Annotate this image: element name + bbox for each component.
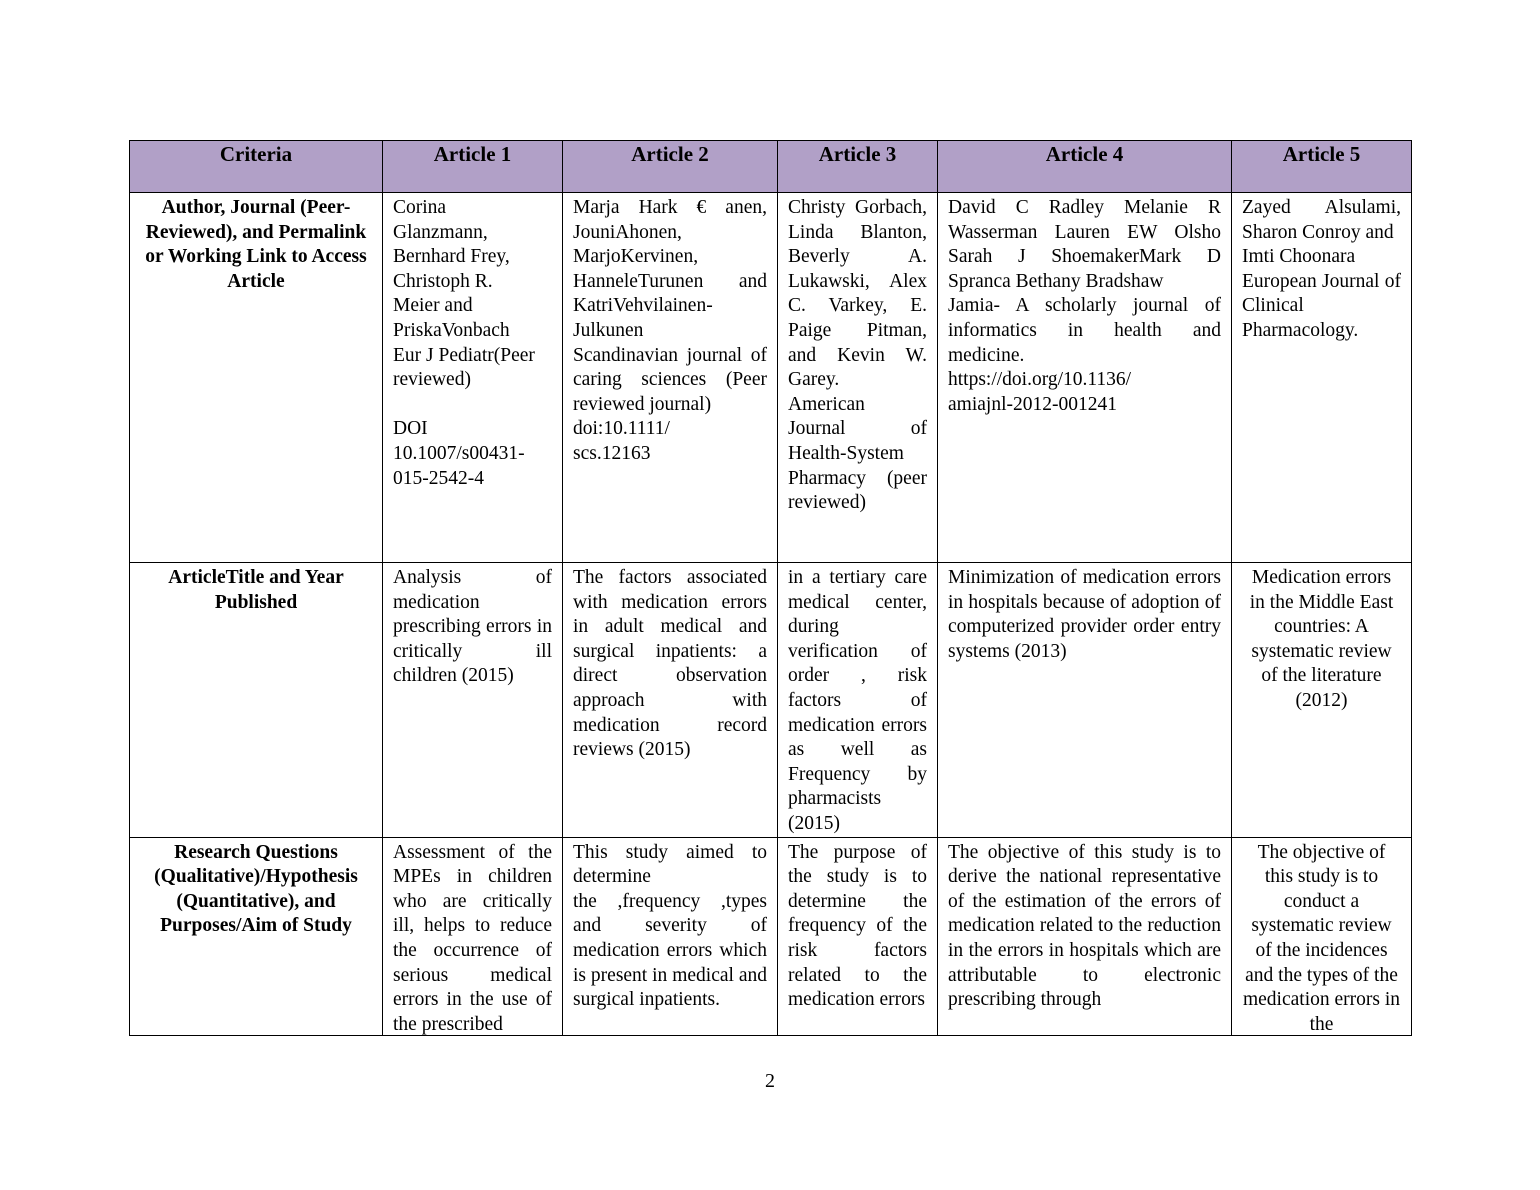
cell-article-2-author: Marja Hark € anen, JouniAhonen, MarjoKervinen, HanneleTurunen and KatriVehvilainen-Julkunen Scandinavian journal of caring sciences (Peer reviewed journal) doi:10.1111/ scs.12163 <box>563 193 778 563</box>
cell-article-4-title: Minimization of medication errors in hospitals because of adoption of computerized provider order entry systems (2013) <box>938 563 1232 838</box>
table-row-title-year <box>130 563 1412 838</box>
cell-article-5-aim: The objective of this study is to conduct a systematic review of the incidences and the types of the medication errors in the <box>1242 841 1401 1035</box>
row-label-research-questions: Research Questions (Qualitative)/Hypothesis (Quantitative), and Purposes/Aim of Study <box>130 837 383 1035</box>
table-row-research-questions <box>130 837 1412 1035</box>
cell-article-1-author: Corina Glanzmann, Bernhard Frey, Christoph R. Meier and PriskaVonbach Eur J Pediatr(Peer reviewed) DOI 10.1007/s00431- 015-2542-4 <box>383 193 563 563</box>
cell-article-4-author: David C Radley Melanie R Wasserman Lauren EW Olsho Sarah J ShoemakerMark D Spranca Bethany Bradshaw Jamia- A scholarly journal of informatics in health and medicine. https://doi.org/10.1136/ amiajnl-2012-001241 <box>938 193 1232 563</box>
cell-article-3-aim: The purpose of the study is to determine the frequency of the risk factors related to the medication errors <box>788 841 927 1011</box>
cell-article-1-aim: Assessment of the MPEs in children who are critically ill, helps to reduce the occurrence of serious medical errors in the use of the prescribed <box>393 841 552 1035</box>
article-comparison-table <box>129 140 1412 1036</box>
cell-article-2-aim: This study aimed to determine the ,frequency ,types and severity of medication errors which is present in medical and surgical inpatients. <box>573 841 767 1011</box>
cell-article-5-title: Medication errors in the Middle East countries: A systematic review of the literature (2012) <box>1232 563 1412 838</box>
row-label-author-journal: Author, Journal (Peer-Reviewed), and Permalink or Working Link to Access Article <box>130 193 383 563</box>
cell-article-2-title: The factors associated with medication errors in adult medical and surgical inpatients: a direct observation approach with medication record reviews (2015) <box>563 563 778 838</box>
table-row-author-journal <box>130 193 1412 563</box>
cell-article-1-title: Analysis of medication prescribing errors in critically ill children (2015) <box>383 563 563 838</box>
header-article-5: Article 5 <box>1232 141 1412 193</box>
header-article-2: Article 2 <box>563 141 778 193</box>
header-article-3: Article 3 <box>778 141 938 193</box>
row-label-title-year: ArticleTitle and Year Published <box>130 563 383 838</box>
header-article-4: Article 4 <box>938 141 1232 193</box>
header-criteria: Criteria <box>130 141 383 193</box>
cell-article-5-author: Zayed Alsulami, Sharon Conroy and Imti Choonara European Journal of Clinical Pharmacology. <box>1232 193 1412 563</box>
header-article-1: Article 1 <box>383 141 563 193</box>
cell-article-4-aim: The objective of this study is to derive the national representative of the estimation of the errors of medication related to the reduction in the errors in hospitals which are attributable to electronic prescribing through <box>948 841 1221 1011</box>
header-row <box>130 141 1412 193</box>
cell-article-3-title: in a tertiary care medical center, during verification of order , risk factors of medication errors as well as Frequency by pharmacists (2015) <box>778 563 938 838</box>
cell-article-3-author: Christy Gorbach, Linda Blanton, Beverly A. Lukawski, Alex C. Varkey, E. Paige Pitman, and Kevin W. Garey. American Journal of Health-System Pharmacy (peer reviewed) <box>778 193 938 563</box>
page-number: 2 <box>765 1070 775 1092</box>
